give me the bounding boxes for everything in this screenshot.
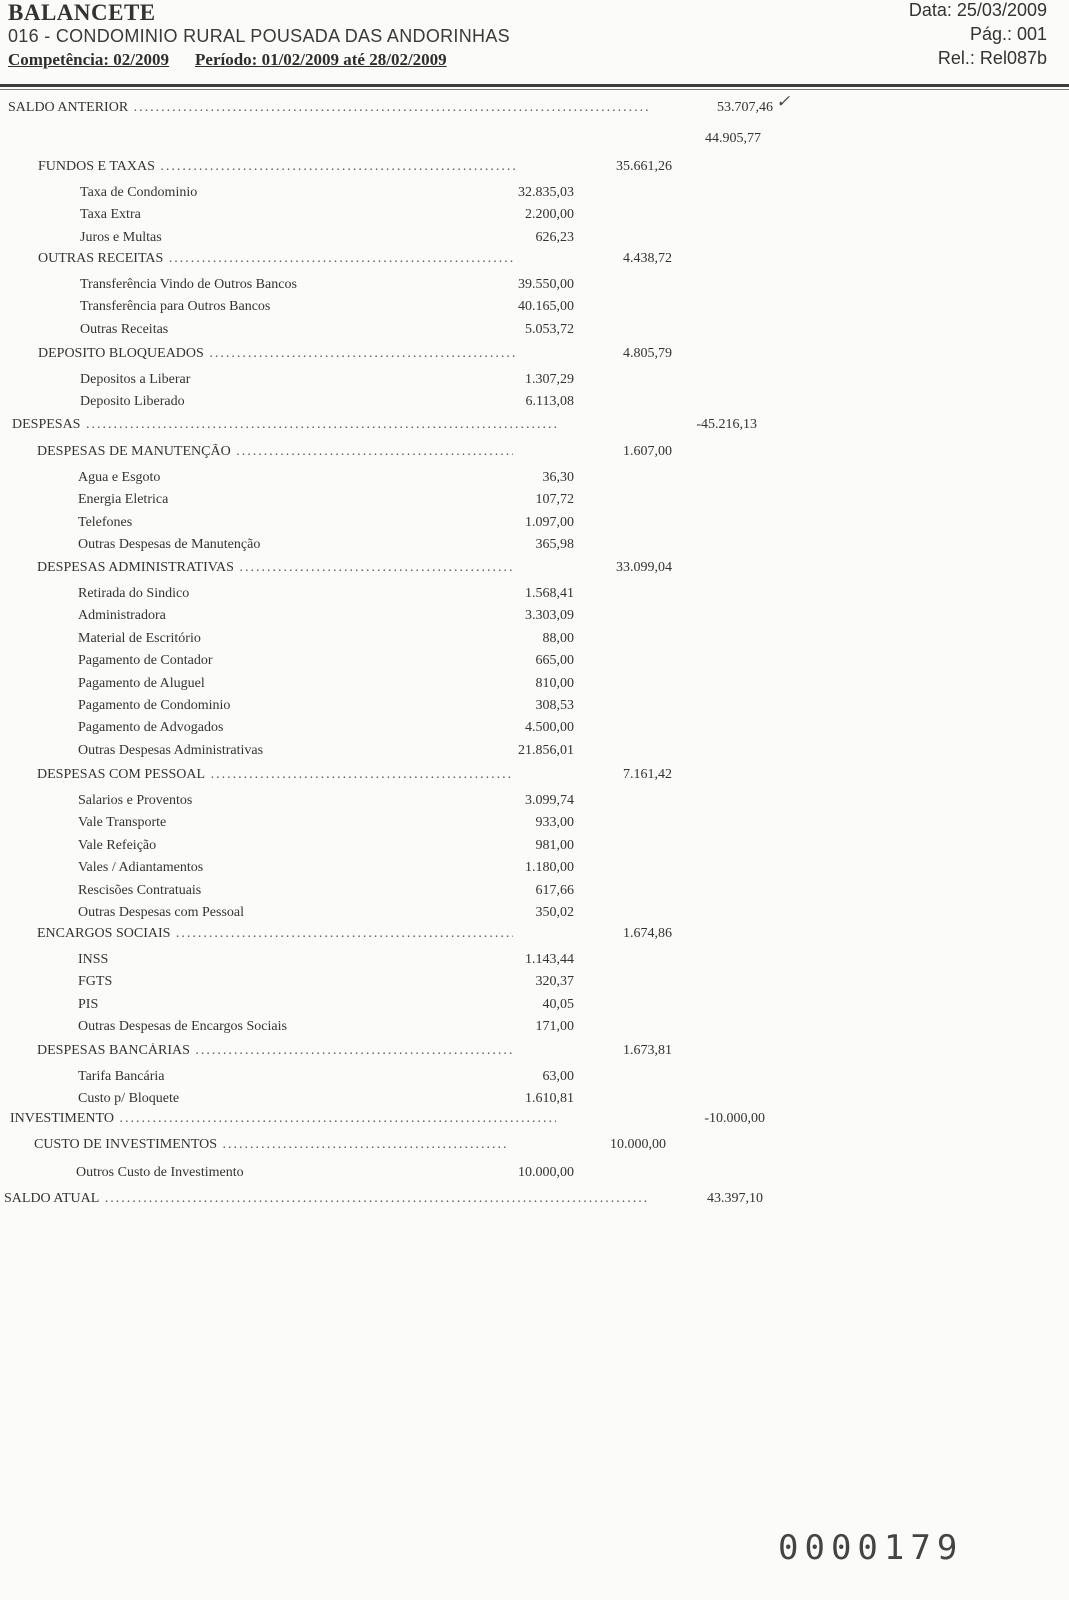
row-label: Vale Refeição: [78, 837, 157, 853]
row-label: DESPESAS ADMINISTRATIVAS .....: [37, 560, 513, 576]
row-label: Retirada do Sindico: [78, 586, 190, 601]
row-label: Custo p/ Bloquete: [78, 1091, 180, 1107]
row-label: Pagamento de Advogados: [78, 720, 224, 736]
row-label: INVESTIMENTO .....: [10, 1111, 556, 1127]
row-label: Deposito Liberado: [80, 394, 185, 410]
item-value: 88,00: [542, 630, 574, 646]
item-value: 3.303,09: [525, 608, 574, 624]
row-label: Outros Custo de Investimento: [76, 1165, 244, 1180]
group-total: 10.000,00: [610, 1137, 666, 1152]
ledger-item-row: [0, 793, 1069, 813]
row-label: Rescisões Contratuais: [78, 882, 202, 898]
item-value: 1.097,00: [525, 514, 574, 530]
row-label: Transferência para Outros Bancos: [80, 299, 271, 315]
row-label: Tarifa Bancária: [78, 1069, 165, 1084]
ledger-item-row: [0, 1019, 1069, 1039]
row-label: Material de Escritório: [78, 630, 201, 646]
ledger-item-row: [0, 322, 1069, 342]
item-value: 32.835,03: [518, 185, 574, 200]
ledger-item-row: [0, 299, 1069, 319]
group-total: 1.673,81: [623, 1043, 672, 1058]
ledger-item-row: [0, 230, 1069, 250]
row-label: Pagamento de Aluguel: [78, 675, 205, 691]
group-total: 7.161,42: [623, 767, 672, 782]
investimento-row: [0, 1111, 1069, 1131]
period-line: [8, 50, 447, 70]
ledger-item-row: [0, 492, 1069, 512]
saldo-anterior-row: [0, 100, 1069, 120]
item-value: 810,00: [535, 675, 574, 691]
row-label: Pagamento de Contador: [78, 653, 213, 669]
row-label: Telefones: [78, 514, 133, 530]
investimento-group-row: [0, 1137, 1069, 1157]
group-total: 1.607,00: [623, 444, 672, 459]
report-id: Rel.: Rel087b: [937, 48, 1047, 68]
item-value: 665,00: [535, 653, 574, 669]
despesa-group-row: [0, 1043, 1069, 1063]
row-label: ENCARGOS SOCIAIS .....: [37, 926, 513, 942]
receita-group-row: [0, 159, 1069, 179]
ledger-item-row: [0, 1091, 1069, 1111]
header-rule-thin: [0, 89, 1069, 90]
item-value: 626,23: [535, 229, 574, 245]
row-label: DESPESAS .....: [12, 417, 556, 433]
row-label: Agua e Esgoto: [78, 470, 161, 485]
item-value: 1.307,29: [525, 372, 574, 387]
item-value: 617,66: [535, 882, 574, 898]
ledger-item-row: [0, 997, 1069, 1017]
report-title: BALANCETE: [8, 0, 156, 25]
ledger-item-row: [0, 470, 1069, 490]
item-value: 171,00: [535, 1019, 574, 1035]
row-label: Outras Despesas de Encargos Sociais: [78, 1019, 287, 1035]
ledger-item-row: [0, 207, 1069, 227]
ledger-item-row: [0, 905, 1069, 925]
item-value: 40,05: [542, 996, 574, 1012]
item-value: 63,00: [542, 1069, 574, 1084]
row-label: OUTRAS RECEITAS .....: [38, 251, 516, 267]
row-label: Outras Despesas Administrativas: [78, 742, 264, 758]
row-label: Juros e Multas: [80, 229, 162, 245]
item-value: 5.053,72: [525, 321, 574, 337]
ledger-item-row: [0, 952, 1069, 972]
report-date: Data: 25/03/2009: [908, 0, 1047, 20]
despesa-group-row: [0, 444, 1069, 464]
item-value: 3.099,74: [525, 793, 574, 808]
item-value: 1.143,44: [525, 952, 574, 967]
ledger-item-row: [0, 676, 1069, 696]
item-value: 308,53: [535, 698, 574, 713]
item-value: 1.568,41: [525, 586, 574, 601]
item-value: 21.856,01: [518, 742, 574, 758]
page-number: Pág.: 001: [969, 24, 1047, 44]
receitas-total-value: 44.905,77: [705, 131, 761, 146]
row-label: Pagamento de Condominio: [78, 698, 231, 713]
entity-name: 016 - CONDOMINIO RURAL POUSADA DAS ANDORINHAS: [8, 26, 510, 46]
ledger-item-row: [0, 653, 1069, 673]
row-label: Administradora: [78, 608, 166, 624]
row-label: DESPESAS COM PESSOAL .....: [37, 767, 513, 783]
item-value: 107,72: [535, 492, 574, 508]
row-label: SALDO ANTERIOR .....: [8, 100, 648, 116]
row-label: Salarios e Proventos: [78, 793, 193, 808]
ledger-item-row: [0, 815, 1069, 835]
item-value: 4.500,00: [525, 720, 574, 736]
saldo-atual-row: [0, 1191, 1069, 1211]
ledger-item-row: [0, 372, 1069, 392]
item-value: 2.200,00: [525, 207, 574, 223]
ledger-item-row: [0, 720, 1069, 740]
saldo-atual-value: 43.397,10: [707, 1191, 763, 1206]
ledger-item-row: [0, 586, 1069, 606]
receita-group-row: [0, 251, 1069, 271]
despesas-value: -45.216,13: [696, 417, 757, 432]
row-label: DESPESAS BANCÁRIAS .....: [37, 1043, 513, 1059]
item-value: 350,02: [535, 905, 574, 920]
group-total: 33.099,04: [616, 560, 672, 575]
row-label: Depositos a Liberar: [80, 372, 191, 387]
row-label: FUNDOS E TAXAS .....: [38, 159, 516, 175]
item-value: 981,00: [535, 837, 574, 853]
item-value: 1.610,81: [525, 1091, 574, 1107]
ledger-item-row: [0, 608, 1069, 628]
row-label: DESPESAS DE MANUTENÇÃO .....: [37, 444, 513, 460]
receita-group-row: [0, 346, 1069, 366]
ledger-item-row: [0, 394, 1069, 414]
ledger-item-row: [0, 743, 1069, 763]
row-label: Energia Eletrica: [78, 492, 169, 508]
header-rule: [0, 84, 1069, 87]
despesa-group-row: [0, 926, 1069, 946]
item-value: 1.180,00: [525, 860, 574, 876]
ledger-item-row: [0, 185, 1069, 205]
despesas-row: [0, 417, 1069, 437]
ledger-item-row: [0, 515, 1069, 535]
ledger-item-row: [0, 838, 1069, 858]
row-label: Transferência Vindo de Outros Bancos: [80, 277, 297, 292]
row-label: CUSTO DE INVESTIMENTOS .....: [34, 1137, 508, 1153]
row-label: Outras Despesas de Manutenção: [78, 537, 261, 553]
ledger-item-row: [0, 698, 1069, 718]
item-value: 933,00: [535, 815, 574, 831]
group-total: 4.805,79: [623, 346, 672, 361]
document-stamp-number: 0000179: [778, 1528, 964, 1568]
row-label: Taxa Extra: [80, 207, 141, 223]
item-value: 10.000,00: [518, 1165, 574, 1180]
ledger-item-row: [0, 631, 1069, 651]
row-label: Taxa de Condominio: [80, 185, 198, 200]
row-label: SALDO ATUAL .....: [4, 1191, 648, 1207]
saldo-anterior-value: 53.707,46: [717, 100, 773, 115]
ledger-item-row: [0, 537, 1069, 557]
ledger-item-row: [0, 974, 1069, 994]
ledger-item-row: [0, 883, 1069, 903]
competencia: Competência: 02/2009: [8, 50, 170, 69]
ledger-item-row: [0, 1165, 1069, 1185]
investimento-value: -10.000,00: [704, 1111, 765, 1126]
row-label: DEPOSITO BLOQUEADOS .....: [38, 346, 516, 362]
row-label: Vales / Adiantamentos: [78, 860, 204, 876]
despesa-group-row: [0, 767, 1069, 787]
row-label: PIS: [78, 996, 99, 1012]
periodo: Período: 01/02/2009 até 28/02/2009: [195, 50, 447, 69]
item-value: 320,37: [535, 974, 574, 990]
item-value: 6.113,08: [525, 394, 574, 410]
group-total: 35.661,26: [616, 159, 672, 174]
group-total: 1.674,86: [623, 926, 672, 941]
row-label: Vale Transporte: [78, 815, 167, 831]
group-total: 4.438,72: [623, 251, 672, 266]
row-label: INSS: [78, 952, 109, 967]
item-value: 36,30: [542, 470, 574, 485]
ledger-item-row: [0, 1069, 1069, 1089]
row-label: Outras Despesas com Pessoal: [78, 905, 245, 920]
item-value: 365,98: [535, 537, 574, 553]
row-label: FGTS: [78, 974, 113, 990]
despesa-group-row: [0, 560, 1069, 580]
item-value: 39.550,00: [518, 277, 574, 292]
ledger-item-row: [0, 277, 1069, 297]
row-label: Outras Receitas: [80, 321, 169, 337]
ledger-item-row: [0, 860, 1069, 880]
check-mark: ✓: [776, 92, 791, 111]
item-value: 40.165,00: [518, 299, 574, 315]
